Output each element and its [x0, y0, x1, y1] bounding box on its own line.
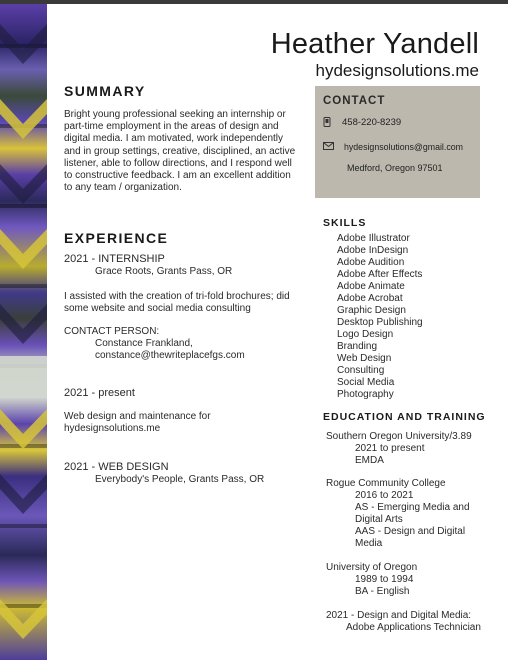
contact-email: hydesignsolutions@gmail.com	[344, 142, 463, 152]
summary-line: Bright young professional seeking an internship or	[64, 109, 286, 120]
contact-phone: 458-220-8239	[342, 117, 402, 128]
skills-title: SKILLS	[323, 217, 367, 229]
job2-desc-line: hydesignsolutions.me	[64, 423, 161, 435]
edu-rcc-degree: AS - Emerging Media and	[355, 502, 470, 513]
skill-item: Consulting	[337, 365, 385, 376]
summary-line: part-time employment in the areas of design and	[64, 121, 279, 133]
edu-rcc-degree: Digital Arts	[355, 514, 403, 525]
edu-cert-title: Adobe Applications Technician	[346, 622, 481, 633]
skill-item: Adobe Illustrator	[337, 233, 410, 244]
resume-website: hydesignsolutions.me	[315, 61, 479, 80]
job1-desc-line: I assisted with the creation of tri-fold brochures; did	[64, 291, 290, 302]
summary-line: to constructive feedback. I am an excellent addition	[64, 170, 291, 182]
phone-icon	[323, 117, 331, 130]
edu-uo-dates: 1989 to 1994	[355, 574, 414, 585]
experience-title: EXPERIENCE	[64, 230, 169, 246]
decorative-stripe	[0, 4, 47, 660]
job2-desc-line: Web design and maintenance for	[64, 411, 211, 422]
resume-name: Heather Yandell	[270, 28, 479, 60]
job3-org: Everybody's People, Grants Pass, OR	[95, 474, 265, 485]
job1-org: Grace Roots, Grants Pass, OR	[95, 266, 233, 277]
edu-sou-program: EMDA	[355, 455, 384, 466]
skill-item: Logo Design	[337, 329, 394, 340]
envelope-icon	[323, 142, 334, 153]
skill-item: Photography	[337, 389, 394, 400]
summary-title: SUMMARY	[64, 83, 146, 99]
summary-line: digital media. I am motivated, work independently	[64, 133, 284, 145]
stripe-pattern	[0, 4, 47, 660]
job1-heading: 2021 - INTERNSHIP	[64, 253, 165, 265]
skills-list	[337, 233, 423, 401]
edu-rcc-degree: Media	[355, 538, 383, 549]
edu-rcc-dates: 2016 to 2021	[355, 490, 414, 501]
edu-uo-degree: BA - English	[355, 586, 410, 597]
skill-item: Adobe Animate	[337, 281, 405, 292]
skill-item: Web Design	[337, 353, 392, 364]
contact-location: Medford, Oregon 97501	[347, 163, 443, 173]
job2-heading: 2021 - present	[64, 387, 135, 399]
contact-title: CONTACT	[323, 95, 386, 107]
skill-item: Graphic Design	[337, 305, 406, 316]
skill-item: Adobe After Effects	[337, 269, 423, 280]
job1-contact-label: CONTACT PERSON:	[64, 326, 160, 337]
edu-uo-name: University of Oregon	[326, 562, 418, 573]
summary-line: to any team / organization.	[64, 182, 182, 194]
education-title: EDUCATION AND TRAINING	[323, 411, 486, 423]
job1-contact-name: Constance Frankland,	[95, 338, 193, 349]
skill-item: Desktop Publishing	[337, 317, 423, 328]
edu-sou-name: Southern Oregon University/3.89	[326, 431, 472, 442]
job3-heading: 2021 - WEB DESIGN	[64, 461, 169, 473]
summary-line: and in group settings, creative, disciplined, an active	[64, 145, 296, 157]
summary-text	[64, 109, 295, 194]
edu-cert: 2021 - Design and Digital Media:	[326, 610, 472, 621]
job1-desc-line: some website and social media consulting	[64, 303, 251, 315]
summary-line: listener, able to follow directions, and I respond well	[64, 157, 292, 169]
skill-item: Adobe InDesign	[337, 245, 409, 256]
job1-contact-email: constance@thewriteplacefgs.com	[95, 350, 245, 361]
edu-sou-dates: 2021 to present	[355, 443, 425, 454]
edu-rcc-degree: AAS - Design and Digital	[355, 526, 466, 537]
skill-item: Branding	[337, 341, 378, 352]
edu-rcc-name: Rogue Community College	[326, 478, 446, 489]
top-border	[0, 0, 508, 4]
job2-desc	[64, 411, 211, 435]
job1-desc	[64, 291, 290, 315]
skill-item: Adobe Audition	[337, 257, 405, 268]
skill-item: Social Media	[337, 377, 395, 388]
skill-item: Adobe Acrobat	[337, 293, 403, 304]
